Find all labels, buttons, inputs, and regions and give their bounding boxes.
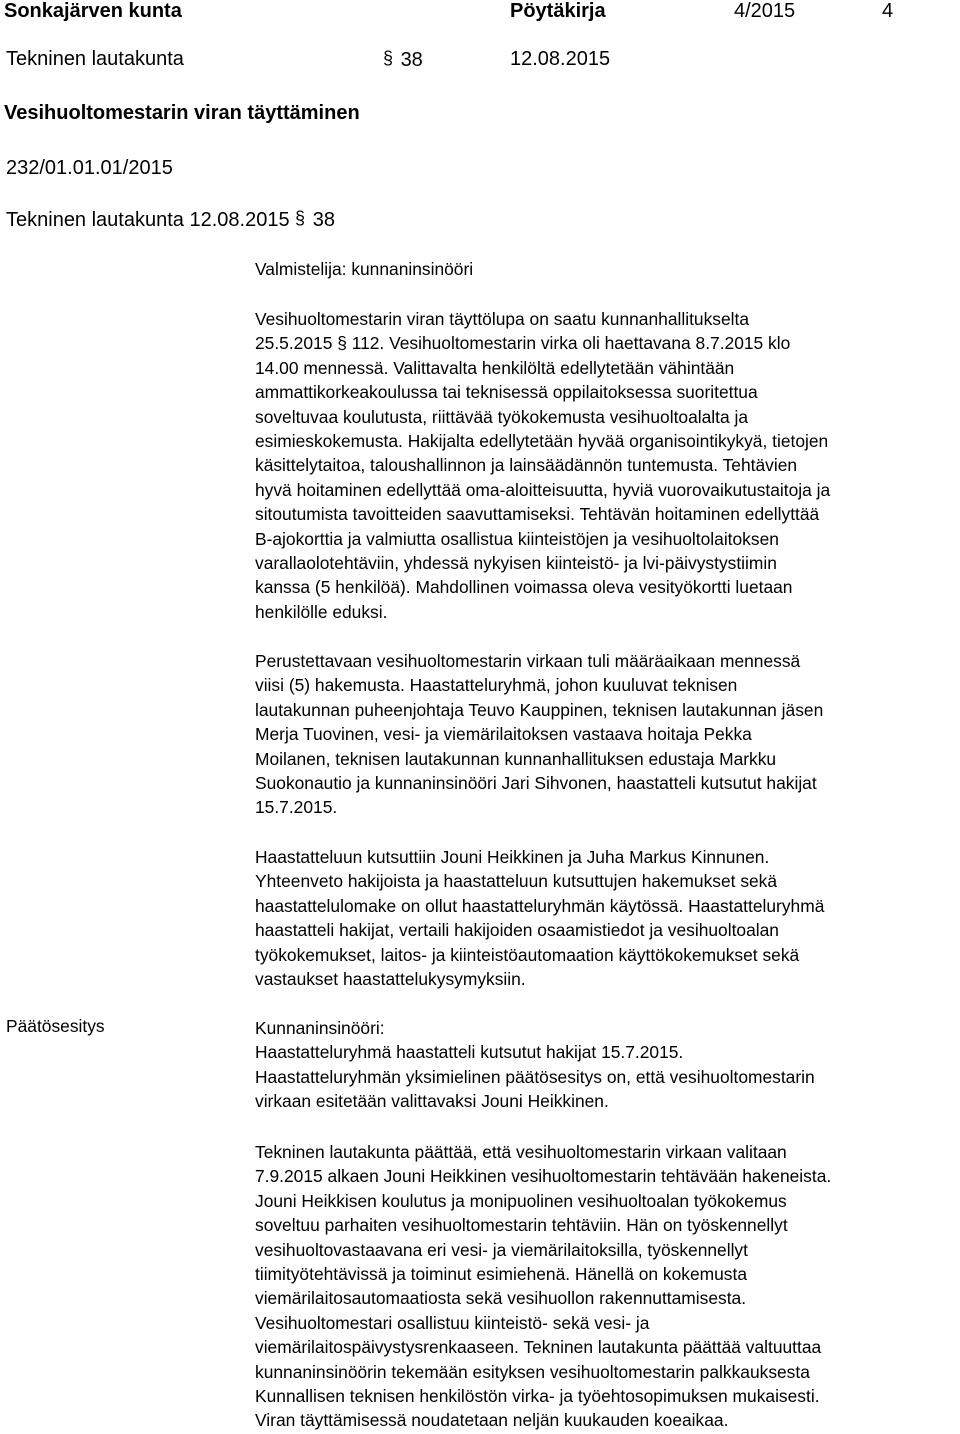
preparer-line: Valmistelija: kunnaninsinööri [255, 259, 474, 279]
text-line: 25.5.2015 § 112. Vesihuoltomestarin virka oli haettavana 8.7.2015 klo [255, 333, 791, 354]
text-line: hyvä hoitaminen edellyttää oma-aloitteisuutta, hyviä vuorovaikutustaitoja ja [255, 479, 831, 500]
text-line: virkaan esitetään valittavaksi Jouni Heikkinen. [255, 1091, 609, 1112]
proposal-label: Päätösesitys [6, 1016, 105, 1036]
text-line: soveltuu parhaiten vesihuoltomestarin tehtäviin. Hän on työskennellyt [255, 1215, 788, 1236]
page-number: 4 [882, 0, 894, 22]
text-line: tiimityötehtävissä ja toiminut esimiehenä. Hänellä on kokemusta [255, 1264, 748, 1285]
text-line: työkokemukset, laitos- ja kiinteistöautomaation käyttökokemukset sekä [255, 944, 800, 965]
text-line: Perustettavaan vesihuoltomestarin virkaan tuli määräaikaan mennessä [255, 651, 801, 671]
svg-text:§: § [295, 208, 306, 228]
paragraph-applications [255, 649, 955, 820]
document-type: Pöytäkirja [510, 0, 606, 22]
text-line: 14.00 mennessä. Valittavalta henkilöltä edellytetään vähintään [255, 357, 735, 378]
text-line: vesihuoltovastaavana eri vesi- ja viemärilaitoksilla, työskennellyt [255, 1239, 748, 1260]
text-line: Tekninen lautakunta päättää, että vesihuoltomestarin virkaan valitaan [255, 1142, 787, 1162]
text-line: Kunnallisen teknisen henkilöstön virka- ja työehtosopimuksen mukaisesti. [255, 1386, 820, 1407]
text-line: esimieskokemusta. Hakijalta edellytetään hyvää organisointikykyä, tietojen [255, 431, 829, 452]
text-line: viemärilaitosautomaatiosta sekä vesihuollon rakennuttamisesta. [255, 1288, 747, 1309]
text-line: kunnaninsinöörin tekemään esityksen vesihuoltomestarin palkkauksesta [255, 1361, 810, 1382]
text-line: Merja Tuovinen, vesi- ja viemärilaitoksen vastaava hoitaja Pekka [255, 724, 752, 745]
history-section: 38 [312, 209, 335, 231]
item-history [6, 208, 335, 232]
text-line: B-ajokorttia ja valmiutta osallistua kiinteistöjen ja vesihuoltolaitoksen [255, 528, 779, 549]
section-sign-icon [295, 208, 307, 228]
section-sign-icon [383, 48, 395, 68]
text-line: Yhteenveto hakijoista ja haastatteluun kutsuttujen hakemukset sekä [255, 871, 778, 892]
text-line: Kunnaninsinööri: [255, 1018, 385, 1038]
paragraph-background [255, 307, 955, 624]
proposal-text [255, 1016, 955, 1114]
text-line: haastatteli hakijat, vertaili hakijoiden osaamistiedot ja vesihuoltoalan [255, 920, 779, 941]
text-line: 15.7.2015. [255, 797, 338, 818]
text-line: haastattelulomake on ollut haastatteluryhmän käytössä. Haastatteluryhmä [255, 895, 825, 916]
text-line: Haastatteluryhmän yksimielinen päätösesitys on, että vesihuoltomestarin [255, 1066, 815, 1087]
text-line: Suokonautio ja kunnaninsinööri Jari Sihvonen, haastatteli kutsutut hakijat [255, 773, 817, 794]
text-line: 7.9.2015 alkaen Jouni Heikkinen vesihuoltomestarin tehtävään hakeneista. [255, 1166, 832, 1187]
text-line: Haastatteluryhmä haastatteli kutsutut hakijat 15.7.2015. [255, 1042, 684, 1063]
text-line: ammattikorkeakoulussa tai teknisessä oppilaitoksessa suoritettua [255, 382, 758, 403]
file-reference: 232/01.01.01/2015 [6, 157, 173, 179]
text-line: Moilanen, teknisen lautakunnan kunnanhallituksen edustaja Markku [255, 748, 777, 769]
text-line: Vesihuoltomestari osallistuu kiinteistö- sekä vesi- ja [255, 1312, 650, 1333]
history-committee: Tekninen lautakunta 12.08.2015 [6, 209, 290, 231]
decision-text [255, 1140, 955, 1433]
text-line: vastaukset haastattelukysymyksiin. [255, 969, 526, 990]
text-line: soveltuvaa koulutusta, riittävää työkokemusta vesihuoltoalalta ja [255, 406, 749, 427]
section-number: 38 [400, 49, 423, 71]
text-line: Vesihuoltomestarin viran täyttölupa on saatu kunnanhallitukselta [255, 309, 750, 329]
text-line: lautakunnan puheenjohtaja Teuvo Kauppinen, teknisen lautakunnan jäsen [255, 699, 824, 720]
section-reference [383, 48, 423, 72]
organization-name: Sonkajärven kunta [4, 0, 182, 22]
text-line: Viran täyttämisessä noudatetaan neljän kuukauden koeaikaa. [255, 1410, 729, 1431]
text-line: kanssa (5 henkilöä). Mahdollinen voimassa oleva vesityökortti luetaan [255, 577, 793, 598]
text-line: viisi (5) hakemusta. Haastatteluryhmä, johon kuuluvat teknisen [255, 675, 738, 696]
meeting-date: 12.08.2015 [510, 48, 611, 70]
text-line: Jouni Heikkisen koulutus ja monipuolinen vesihuoltoalan työkokemus [255, 1190, 787, 1211]
text-line: Haastatteluun kutsuttiin Jouni Heikkinen ja Juha Markus Kinnunen. [255, 847, 770, 867]
text-line: varallaolotehtäviin, yhdessä nykyisen kiinteistö- ja lvi-päivystystiimin [255, 553, 777, 574]
committee-name: Tekninen lautakunta [6, 48, 184, 70]
svg-text:§: § [383, 48, 394, 68]
text-line: henkilölle eduksi. [255, 601, 388, 622]
text-line: viemärilaitospäivystysrenkaaseen. Tekninen lautakunta päättää valtuuttaa [255, 1337, 822, 1358]
paragraph-interviews [255, 845, 955, 991]
item-title: Vesihuoltomestarin viran täyttäminen [4, 102, 360, 124]
document-number: 4/2015 [734, 0, 796, 22]
text-line: sitoutumista tavoitteiden saavuttamiseksi. Tehtävän hoitaminen edellyttää [255, 504, 820, 525]
text-line: käsittelytaitoa, taloushallinnon ja lainsäädännön tuntemusta. Tehtävien [255, 455, 798, 476]
